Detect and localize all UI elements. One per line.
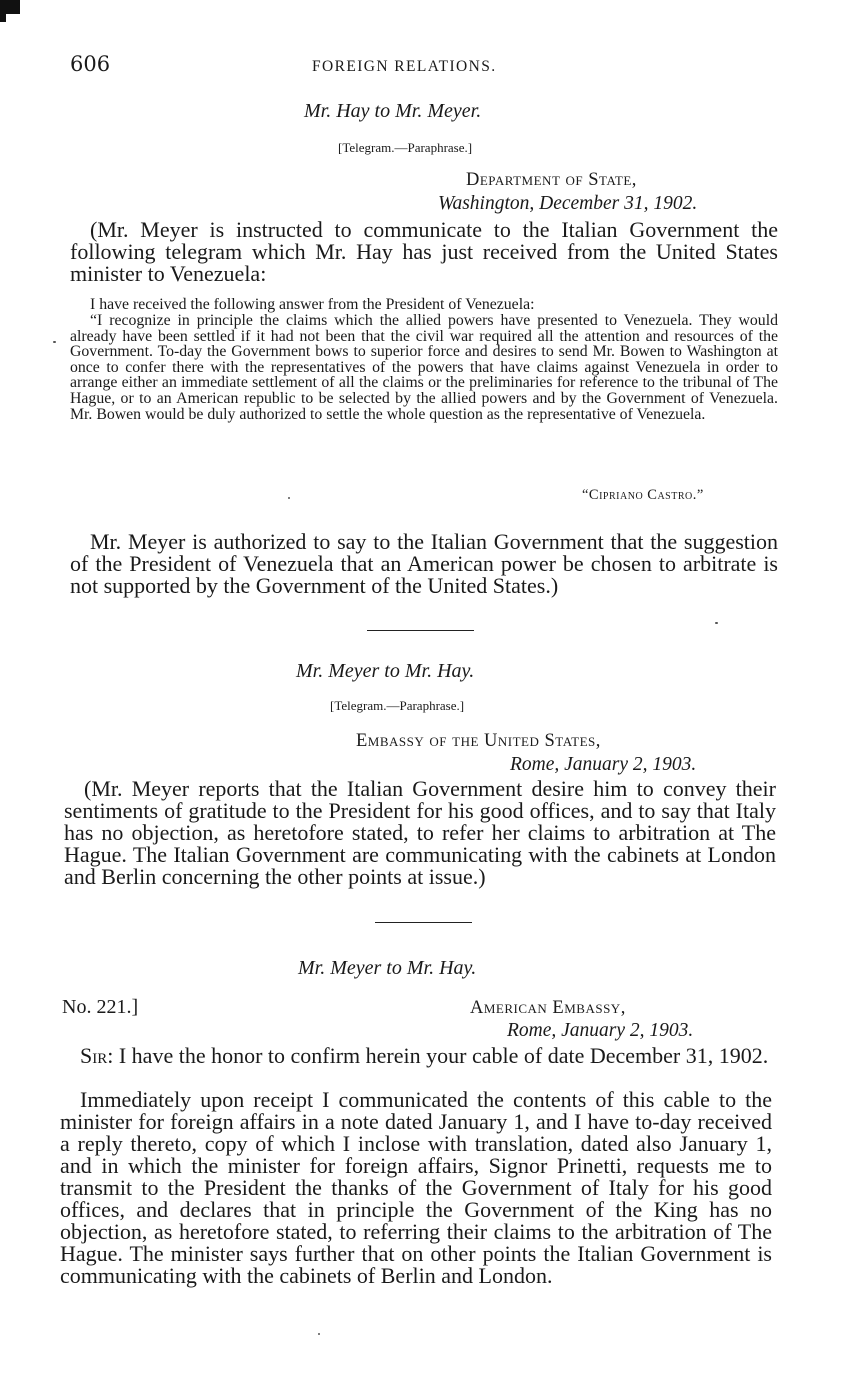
doc3-para1 <box>60 1045 772 1067</box>
doc1-signature: “Cipriano Castro.” <box>582 487 704 503</box>
section-divider <box>375 922 472 923</box>
doc1-title: Mr. Hay to Mr. Meyer. <box>304 100 482 122</box>
doc1-intro: (Mr. Meyer is instructed to communicate to the Italian Government the following telegram which Mr. Hay has just received from the United States minister to Venezuela: <box>70 217 778 286</box>
doc3-number: No. 221.] <box>62 996 139 1018</box>
doc3-salutation: Sir: <box>80 1043 114 1068</box>
doc3-para2: Immediately upon receipt I communicated the contents of this cable to the minister for foreign affairs in a note dated January 1, and I have to-day received a reply thereto, copy of which I inclose with translation, dated also January 1, and in which the minister for foreign affairs, Signor Prinetti, requests me to transmit to the President the thanks of the Government of Italy for his good offices, and declares that in principle the Government of the King has no objection, as heretofore stated, to referring their claims to the arbitration of The Hague. The minister says further that on other points the Italian Government is communicating with the cabinets of Berlin and London. <box>60 1087 772 1288</box>
doc3-title: Mr. Meyer to Mr. Hay. <box>298 957 477 979</box>
doc1-dateline-place: Department of State, <box>466 170 637 190</box>
doc1-dateline-date: Washington, December 31, 1902. <box>438 193 698 214</box>
doc1-closing: Mr. Meyer is authorized to say to the Italian Government that the suggestion of the President of Venezuela that an American power be chosen to arbitrate is not supported by the Government of the United States.) <box>70 529 778 598</box>
scan-corner-mark <box>0 0 20 14</box>
page-number: 606 <box>70 52 111 76</box>
doc2-body: (Mr. Meyer reports that the Italian Government desire him to convey their sentiments of gratitude to the President for his good offices, and to say that Italy has no objection, as heretofore stated, to refer her claims to arbitration at The Hague. The Italian Government are communicating with the cabinets at London and Berlin concerning the other points at issue.) <box>64 776 776 889</box>
doc3-para1-text: I have the honor to confirm herein your cable of date December 31, 1902. <box>118 1043 769 1068</box>
doc1-quote-body: “I recognize in principle the claims which the allied powers have presented to Venezuela. They would already have been settled if it had not been that the civil war required all the attention and resources of the Government. To-day the Government bows to superior force and desires to send Mr. Bowen to Washington at once to confer there with the representatives of the powers that have claims against Venezuela in order to arrange either an immediate settlement of all the claims or the preliminaries for reference to the tribunal of The Hague, or to an American republic to be selected by the allied powers and by the Government of Venezuela. Mr. Bowen would be duly authorized to settle the whole question as the representative of Venezuela. <box>70 312 778 423</box>
section-divider <box>367 630 474 631</box>
scan-speck <box>53 341 56 343</box>
scan-speck <box>318 1333 320 1335</box>
doc3-dateline-date: Rome, January 2, 1903. <box>507 1020 694 1041</box>
doc1-type: [Telegram.—Paraphrase.] <box>338 140 473 155</box>
scan-speck <box>288 497 290 499</box>
doc2-dateline-date: Rome, January 2, 1903. <box>510 754 697 775</box>
running-head: FOREIGN RELATIONS. <box>312 58 497 75</box>
doc2-type: [Telegram.—Paraphrase.] <box>330 698 465 713</box>
doc2-dateline-place: Embassy of the United States, <box>356 731 601 751</box>
doc3-dateline-place: American Embassy, <box>470 998 626 1018</box>
doc2-title: Mr. Meyer to Mr. Hay. <box>296 660 475 682</box>
scan-speck <box>715 622 718 624</box>
doc1-quote-lead: I have received the following answer from the President of Venezuela: <box>90 296 535 313</box>
